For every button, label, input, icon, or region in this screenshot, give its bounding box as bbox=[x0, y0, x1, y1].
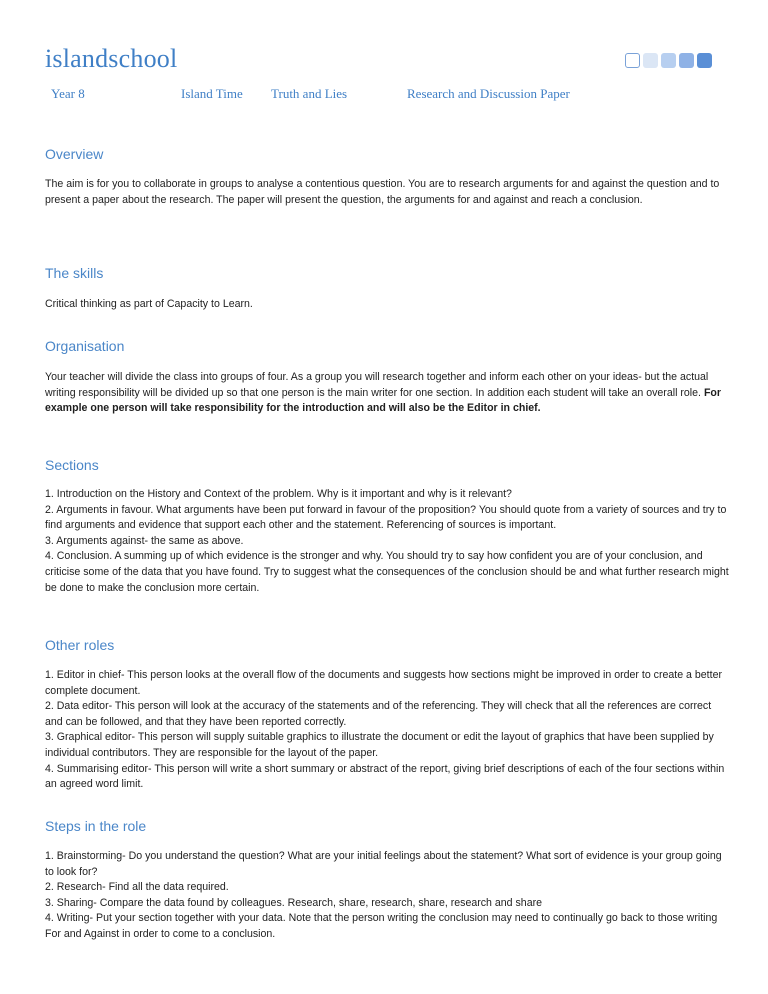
year-label: Year 8 bbox=[51, 86, 85, 101]
role-item: 4. Summarising editor- This person will write a short summary or abstract of the report, giving brief descriptions of each of the four sections within an agreed word limit. bbox=[45, 762, 725, 791]
organisation-heading: Organisation bbox=[45, 338, 125, 354]
organisation-bold: For example one person will take responsibility for the introduction and will also be the Editor in chief. bbox=[45, 386, 722, 415]
skills-heading: The skills bbox=[45, 265, 104, 281]
role-item: 1. Editor in chief- This person looks at the overall flow of the documents and suggests how sections might be improved in order to create a better complete document. bbox=[45, 669, 722, 697]
overview-paragraph: The aim is for you to collaborate in groups to analyse a contentious question. You are to research arguments for and against the question and to present a paper about the research. The paper will present the question, the arguments for and against and reach a conclusion. bbox=[45, 178, 720, 206]
sections-list bbox=[45, 487, 729, 596]
sections-item: 4. Conclusion. A summing up of which evidence is the stronger and why. You should try to say how confident you are of your conclusion, and criticise some of the data that you have found. Try to suggest what the consequences of the conclusion should be and what further research might be done to make the conclusion more certain. bbox=[45, 550, 729, 594]
sections-item: 2. Arguments in favour. What arguments have been put forward in favour of the proposition? You should quote from a variety of sources and try to find arguments and evidence that support each other and the statement. Referencing of sources is important. bbox=[45, 503, 727, 532]
unit-label: Island Time bbox=[181, 86, 243, 101]
step-item: 1. Brainstorming- Do you understand the question? What are your initial feelings about the statement? What sort of evidence is your group going to look for? bbox=[45, 850, 722, 878]
step-item: 4. Writing- Put your section together with your data. Note that the person writing the conclusion may need to continually go back to those writing For and Against in order to come to a conclusion. bbox=[45, 912, 718, 940]
overview-heading: Overview bbox=[45, 146, 104, 162]
other-roles-heading: Other roles bbox=[45, 637, 115, 653]
sections-item: 1. Introduction on the History and Context of the problem. Why is it important and why is it relevant? bbox=[45, 488, 512, 500]
skills-text bbox=[45, 297, 729, 313]
square-2 bbox=[643, 53, 658, 68]
doc-type-label: Research and Discussion Paper bbox=[407, 86, 570, 101]
skills-paragraph: Critical thinking as part of Capacity to Learn. bbox=[45, 298, 253, 310]
topic-label: Truth and Lies bbox=[271, 86, 348, 101]
role-item: 2. Data editor- This person will look at the accuracy of the statements and of the referencing. They will check that all the references are correct and can be followed, and that they have been reported correctly. bbox=[45, 700, 712, 728]
square-4 bbox=[679, 53, 694, 68]
square-5 bbox=[697, 53, 712, 68]
sections-heading: Sections bbox=[45, 457, 99, 473]
other-roles-list bbox=[45, 668, 729, 793]
steps-list bbox=[45, 849, 729, 943]
step-item: 3. Sharing- Compare the data found by colleagues. Research, share, research, share, research and share bbox=[45, 896, 543, 909]
square-1 bbox=[625, 53, 640, 68]
organisation-paragraph bbox=[45, 370, 729, 417]
role-item: 3. Graphical editor- This person will supply suitable graphics to illustrate the document or edit the layout of graphics that have been supplied by individual contributors. They are responsible for the layout of the paper. bbox=[45, 731, 714, 759]
step-item: 2. Research- Find all the data required. bbox=[45, 881, 229, 894]
sections-item: 3. Arguments against- the same as above. bbox=[45, 534, 244, 547]
organisation-body: Your teacher will divide the class into groups of four. As a group you will research together and inform each other on your ideas- but the actual writing responsibility will be divided up so that one person is the main writer for one section. In addition each student will take an overall role. bbox=[45, 371, 709, 399]
organisation-text bbox=[45, 370, 729, 417]
decorative-squares bbox=[625, 53, 712, 68]
steps-heading: Steps in the role bbox=[45, 818, 147, 834]
square-3 bbox=[661, 53, 676, 68]
brand-title: islandschool bbox=[45, 44, 178, 73]
overview-text bbox=[45, 177, 729, 208]
